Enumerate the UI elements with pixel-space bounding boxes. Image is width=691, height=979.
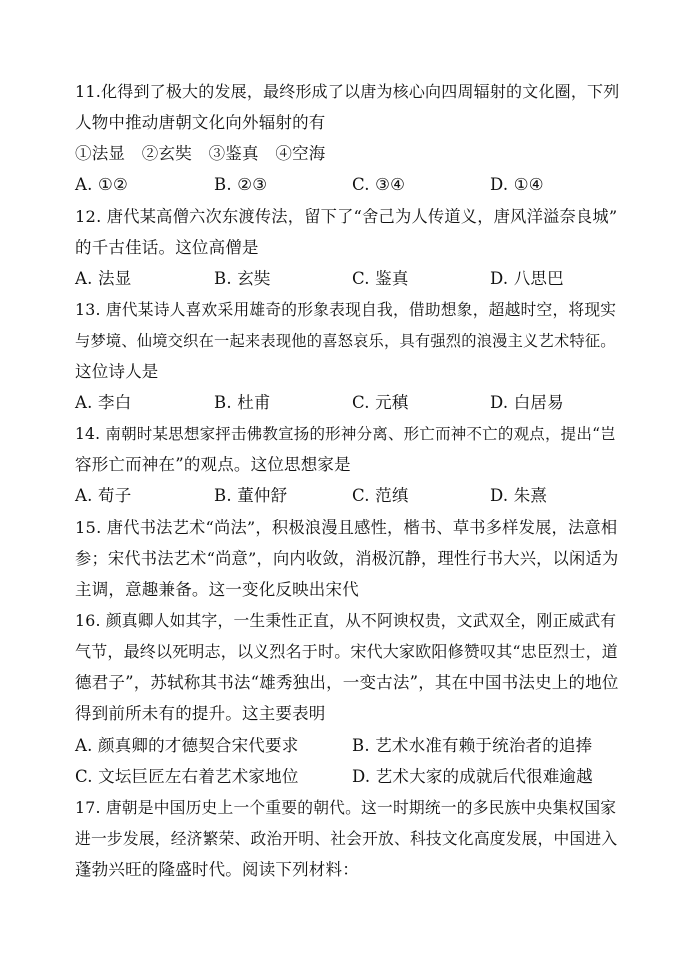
q13-stem-line3: 这位诗人是 [75, 362, 159, 381]
q11-option-a: A. ①② [75, 175, 128, 194]
q16-option-c: C. 文坛巨匠左右着艺术家地位 [75, 767, 299, 786]
q15-stem-line3: 主调，意趣兼备。这一变化反映出宋代 [75, 580, 359, 599]
q11-items: ①法显 ②玄奘 ③鉴真 ④空海 [75, 144, 326, 163]
q17-stem-line2: 进一步发展，经济繁荣、政治开明、社会开放、科技文化高度发展，中国进入 [75, 829, 618, 848]
q13-option-b: B. 杜甫 [214, 393, 271, 412]
q15-stem-line2: 参；宋代书法艺术“尚意”，向内收敛，消极沉静，理性行书大兴，以闲适为 [75, 549, 619, 568]
q12-stem-line2: 的千古佳话。这位高僧是 [75, 238, 259, 257]
q14-option-c: C. 范缜 [352, 486, 409, 505]
q16-stem-line3: 德君子”，苏轼称其书法“雄秀独出，一变古法”，其在中国书法史上的地位 [75, 673, 619, 692]
q12-option-a: A. 法显 [75, 269, 132, 288]
q16-stem-line1: 16. 颜真卿人如其字，一生秉性正直，从不阿谀权贵，文武双全，刚正威武有 [75, 611, 617, 630]
q14-option-d: D. 朱熹 [490, 486, 548, 505]
q11-option-c: C. ③④ [352, 175, 406, 194]
q11-stem-line2: 人物中推动唐朝文化向外辐射的有 [75, 113, 326, 132]
q13-stem-line2: 与梦境、仙境交织在一起来表现他的喜怒哀乐，具有强烈的浪漫主义艺术特征。 [75, 332, 616, 350]
q13-option-d: D. 白居易 [490, 393, 564, 412]
q16-stem-line4: 得到前所未有的提升。这主要表明 [75, 704, 326, 723]
q15-stem-line1: 15. 唐代书法艺术“尚法”，积极浪漫且感性，楷书、草书多样发展，法意相 [75, 518, 618, 537]
q16-option-b: B. 艺术水准有赖于统治者的追捧 [352, 736, 593, 755]
q12-stem-line1: 12. 唐代某高僧六次东渡传法，留下了“舍己为人传道义，唐风洋溢奈良城” [75, 207, 618, 226]
q14-option-b: B. 董仲舒 [214, 486, 288, 505]
q16-stem-line2: 气节，最终以死明志，以义烈名于时。宋代大家欧阳修赞叹其“忠臣烈士，道 [75, 642, 618, 661]
q13-stem-line1: 13. 唐代某诗人喜欢采用雄奇的形象表现自我，借助想象，超越时空，将现实 [75, 300, 617, 319]
q11-option-d: D. ①④ [490, 175, 544, 194]
q12-option-c: C. 鉴真 [352, 269, 409, 288]
q12-option-b: B. 玄奘 [214, 269, 271, 288]
q12-option-d: D. 八思巴 [490, 269, 564, 288]
q13-option-c: C. 元稹 [352, 393, 409, 412]
q11-stem-line1: 11.化得到了极大的发展，最终形成了以唐为核心向四周辐射的文化圈，下列 [75, 82, 620, 101]
q16-option-a: A. 颜真卿的才德契合宋代要求 [75, 736, 299, 755]
q14-stem-line1: 14. 南朝时某思想家抨击佛教宣扬的形神分离、形亡而神不亡的观点，提出“岂 [75, 425, 616, 443]
q17-stem-line1: 17. 唐朝是中国历史上一个重要的朝代。这一时期统一的多民族中央集权国家 [75, 798, 617, 817]
q14-option-a: A. 荀子 [75, 486, 132, 505]
q14-stem-line2: 容形亡而神在”的观点。这位思想家是 [75, 455, 351, 474]
q16-option-d: D. 艺术大家的成就后代很难逾越 [352, 767, 593, 786]
q13-option-a: A. 李白 [75, 393, 132, 412]
q17-stem-line3: 蓬勃兴旺的隆盛时代。阅读下列材料： [75, 860, 359, 879]
q11-option-b: B. ②③ [214, 175, 268, 194]
